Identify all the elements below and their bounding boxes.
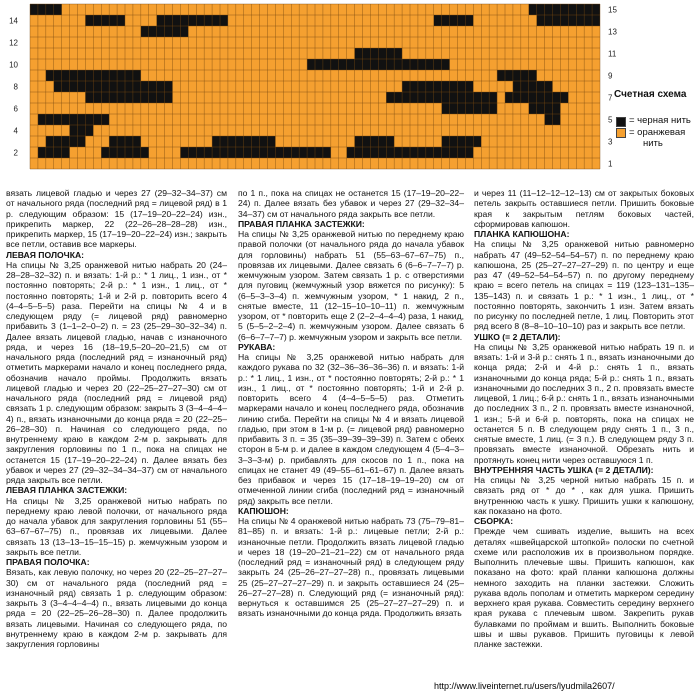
text-column-3: [474, 188, 694, 649]
black-stitch-run: [85, 92, 172, 103]
paragraph: по 1 п., пока на спицах не останется 15 (17–19–20–22–24) п. Далее вязать без убавок и через 27 (29–32–34–34–37) см от начального ряда закрыть все петли.: [238, 188, 464, 219]
paragraph: На спицы № 3,25 оранжевой нитью набрать 19 п. и вязать: 1-й и 3-й р.: снять 1 п., вязать изнаночными до конца ряда; 2-й и 4-й р.: снять 1 п., вязать изнаночными до конца ряда; 5-й р.: снять 1 п., вязать изнаночными до последних 3 п., 2 п. провязать вместе лицевой, 1 лиц.; 6-й р.: снять 1 п., вязать изнаночными до последних 3 п., 2 п. провязать вместе изнаночной, 1 изн.; 5-й и 6-й р. повторять, пока на спицах не останется 5 п. В следующем ряду снять 1 п., 3 п., снятые вместе, 1 лиц. (= 3 п.). В следующем ряду 3 п. провязать вместе изнаночной. Обрезать нить и протянуть конец нити через оставшуюся 1 п.: [474, 341, 694, 465]
section-heading: ПЛАНКА КАПЮШОНА:: [474, 229, 570, 239]
section-heading: РУКАВА:: [238, 341, 276, 352]
paragraph: и через 11 (11–12–12–12–13) см от закрытых боковых петель закрыть оставшиеся петли. Пришить боковые края к закрытым петлям боковых частей, сформировав капюшон.: [474, 188, 694, 229]
black-stitch-run: [157, 15, 228, 26]
paragraph: вязать лицевой гладью и через 27 (29–32–34–37) см от начального ряда (последний ряд = лицевой ряд) в 1 р. следующим образом: 15 (17–19–20–22–24) изн., прикрепить маркер, 22 (22–26–28–28–28) изн., прикрепить маркер, 15 (17–19–20–22–24) изн.; закрыть все петли, оставив все маркеры.: [6, 188, 227, 250]
row-number-label: 3: [608, 137, 613, 147]
row-number-label: 7: [608, 93, 613, 103]
section-heading: ПРАВАЯ ПЛАНКА ЗАСТЕЖКИ:: [238, 218, 365, 229]
section-heading: ПРАВАЯ ПОЛОЧКА:: [6, 557, 90, 567]
black-stitch-run: [180, 147, 330, 158]
section-heading: ЛЕВАЯ ПОЛОЧКА:: [6, 249, 85, 260]
row-number-label: 8: [13, 82, 18, 92]
row-number-label: 2: [13, 148, 18, 158]
paragraph: Вязать, как левую полочку, но через 20 (22–25–27–27–30) см от начального ряда (последний ряд = изнаночный ряд) связать 1 р. следующим образом: закрыть 3 (3–4–4–4–4) п., вязать лицевыми до конца ряда = 20 (22–25–26–28–30) п. Далее продолжить вязать лицевыми. Начиная со следующего ряда, по внутреннему краю в каждом 2-м р. закрывать для закругления горловины: [6, 567, 227, 649]
paragraph: На спицы № 3,25 оранжевой нитью набрать 20 (24–28–28–32–32) п. и вязать: 1-й р.: * 1 лиц., 1 изн., от * постоянно повторять; 2-й р.: * 1 изн., 1 лиц., от * постоянно повторять; 1-й и 2-й р. повторить всего 4 (4–4–5–5–5) раза. Перейти на спицы № 4 и в следующем ряду (= лицевой ряд) равномерно прибавить 3 (1–1–2–0–2) п. = 23 (25–29–30–32–34) п. Далее вязать лицевой гладью, начав с изнаночного ряда, и через 16 (18–19,5–20–20–21,5) см от начального ряда (последний ряд = изнаночный ряд) отметить маркерами начало и конец последнего ряда, обозначив начало проймы. Продолжить вязать лицевой гладью и через 20 (22–25–27–27–30) см от начального ряда (последний ряд = лицевой ряд) связать 1 р. следующим образом: закрыть 3 (3–4–4–4–4) п., вязать изнаночными до конца ряда = 20 (22–25–26–28–30) п. Начиная со следующего ряда, по внутреннему краю в каждом 2-м р. закрывать для закругления горловины по 1 п., пока на спицах не останется 15 (17–19–20–22–24) п. Далее вязать без убавок и через 27 (29–32–34–34–37) см от начального ряда закрыть все петли.: [6, 259, 227, 485]
paragraph: На спицы № 4 оранжевой нитью набрать 73 (75–79–81–81–85) п. и вязать: 1-й р.: лицевые петли; 2-й р.: изнаночные петли. Продолжить вязать лицевой гладью и через 18 (19–20–21–21–22) см от начального ряда (последний ряд = изнаночный ряд) в следующем ряду закрыть 24 (25–26–27–27–28) п., провязать лицевыми 25 (25–27–27–27–29) п. и закрыть оставшиеся 24 (25–26–27–27–28) п. Следующий ряд (= изнаночный ряд): вернуться к оставшимся 25 (25–27–27–27–29) п. и вязать изнаночными до конца ряда. Продолжить вязать: [238, 516, 464, 619]
paragraph: На спицы № 3,25 оранжевой нитью равномерно набрать 47 (49–52–54–54–57) п. по переднему краю капюшона, 25 (25–27–27–27–29) п. по центру и еще раз 47 (49–52–54–54–57) п. по другому переднему краю = всего петель на спицах = 119 (123–131–135–135–143) п. и связать 1 р.: * 1 изн., 1 лиц., от * постоянно повторять, закончить 1 изн. Затем вязать по рисунку по последней петле, 1 лиц. Повторить этот ряд всего 8 (8–8–10–10–10) раз и закрыть все петли.: [474, 239, 694, 332]
section-heading: КАПЮШОН:: [238, 505, 289, 516]
black-stitch-run: [402, 81, 473, 92]
black-stitch-run: [355, 136, 395, 147]
row-number-label: 4: [13, 126, 18, 136]
orange-yarn-swatch: [616, 128, 626, 138]
row-number-label: 13: [608, 27, 617, 37]
black-yarn-swatch: [616, 117, 626, 127]
row-number-label: 9: [608, 71, 613, 81]
black-yarn-label: = черная нить: [629, 115, 691, 126]
row-number-label: 1: [608, 159, 613, 169]
paragraph: На спицы № 3,25 оранжевой нитью по переднему краю правой полочки (от начального ряда до начала убавок для горловины) набрать 51 (55–63–67–67–75) п., провязав их лицевыми. Далее связать 6 (6–6–7–7–7) р. жемчужным узором. Затем связать 1 р. с отверстиями для пуговиц (жемчужный узор вяжется по рисунку): 5 (6–5–3–3–4) п. жемчужным узором, * 1 накид, 2 п., снятые вместе, 11 (12–15–10–10–11) п. жемчужным узором, от * повторить еще 2 (2–2–4–4–4) раза, 1 накид, 5 (5–5–2–2–4) п. жемчужным узором. Далее связать 6 (6–6–7–7–7) р. жемчужным узором и закрыть все петли.: [238, 229, 464, 342]
text-column-1: [6, 188, 227, 649]
section-heading: ЛЕВАЯ ПЛАНКА ЗАСТЕЖКИ:: [6, 485, 128, 496]
black-stitch-run: [529, 4, 600, 15]
black-stitch-run: [434, 15, 474, 26]
black-stitch-run: [442, 103, 497, 114]
row-number-label: 6: [13, 104, 18, 114]
orange-yarn-label: = оранжевая нить: [629, 127, 686, 149]
black-stitch-run: [497, 70, 537, 81]
black-stitch-run: [85, 15, 125, 26]
black-stitch-run: [442, 136, 482, 147]
paragraph: На спицы № 3,25 оранжевой нитью набрать по переднему краю левой полочки, от начального ряда до начала убавок для закругления горловины 51 (55–63–67–67–75) п., провязав их лицевыми. Далее связать 13 (13–13–15–15–15) р. жемчужным узором и закрыть все петли.: [6, 495, 227, 557]
section-heading: ВНУТРЕННЯЯ ЧАСТЬ УШКА (= 2 ДЕТАЛИ):: [474, 464, 654, 475]
black-stitch-run: [46, 136, 86, 147]
source-watermark: http://www.liveinternet.ru/users/lyudmila2607/: [434, 681, 615, 691]
row-number-label: 14: [9, 16, 18, 26]
black-stitch-run: [513, 81, 553, 92]
paragraph: Прежде чем сшивать изделие, вышить на всех деталях «швейцарской штопкой» полоски по счетной схеме или расположив их в произвольном порядке. Выполнить плечевые швы. Пришить капюшон, как показано на фото: край планки капюшона должны немного заходить на планки застежки. Сложить рукава вдоль пополам и отметить маркером середину верхнего края рукава. Совместить середину верхнего края рукава с плечевым швом. Закрепить рукав булавками по проймам и вшить. Выполнить боковые швы и швы рукавов. Пришить пуговицы к левой планке застежки.: [474, 526, 694, 649]
row-number-label: 11: [608, 49, 617, 59]
row-number-label: 10: [9, 60, 18, 70]
paragraph: На спицы № 3,25 оранжевой нитью набрать для каждого рукава по 32 (32–36–36–36–36) п. и вязать: 1-й р.: * 1 лиц., 1 изн., от * постоянно повторять; 2-й р.: * 1 изн., 1 лиц., от * постоянно повторять; 1-й и 2-й р. повторить всего 4 (4–4–5–5–5) раз. Отметить маркерами начало и конец последнего ряда, обозначив линию сгиба. Перейти на спицы № 4 и вязать лицевой гладью, при этом в 1-м р. (= лицевой ряд) равномерно прибавить 3 п. = 35 (35–39–39–39–39) п. Затем с обеих сторон в 5-м р. и далее в каждом следующем 4 (5–4–3–3–3–3-м) р. прибавлять для скосов по 1 п., пока на спицах не станет 49 (49–55–61–61–67) п. Далее вязать без прибавок и через 15 (17–18–19–19–20) см от отмеченной линии сгиба (последний ряд = изнаночный ряд) закрыть все петли.: [238, 352, 464, 506]
section-heading: УШКО (= 2 ДЕТАЛИ):: [474, 331, 561, 342]
black-stitch-run: [70, 125, 94, 136]
text-column-2: [238, 188, 464, 619]
black-stitch-run: [54, 114, 109, 125]
row-number-label: 12: [9, 38, 18, 48]
knitting-chart: [0, 0, 700, 185]
black-stitch-run: [54, 81, 173, 92]
row-number-label: 15: [608, 5, 617, 15]
legend-title: Счетная схема: [614, 89, 687, 100]
paragraph: На спицы № 3,25 черной нитью набрать 15 п. и связать ряд от * до * , как для ушка. Пришить внутреннюю часть к ушку. Пришить ушки к капюшону, как показано на фото.: [474, 475, 694, 516]
row-number-label: 5: [608, 115, 613, 125]
section-heading: СБОРКА:: [474, 516, 514, 526]
